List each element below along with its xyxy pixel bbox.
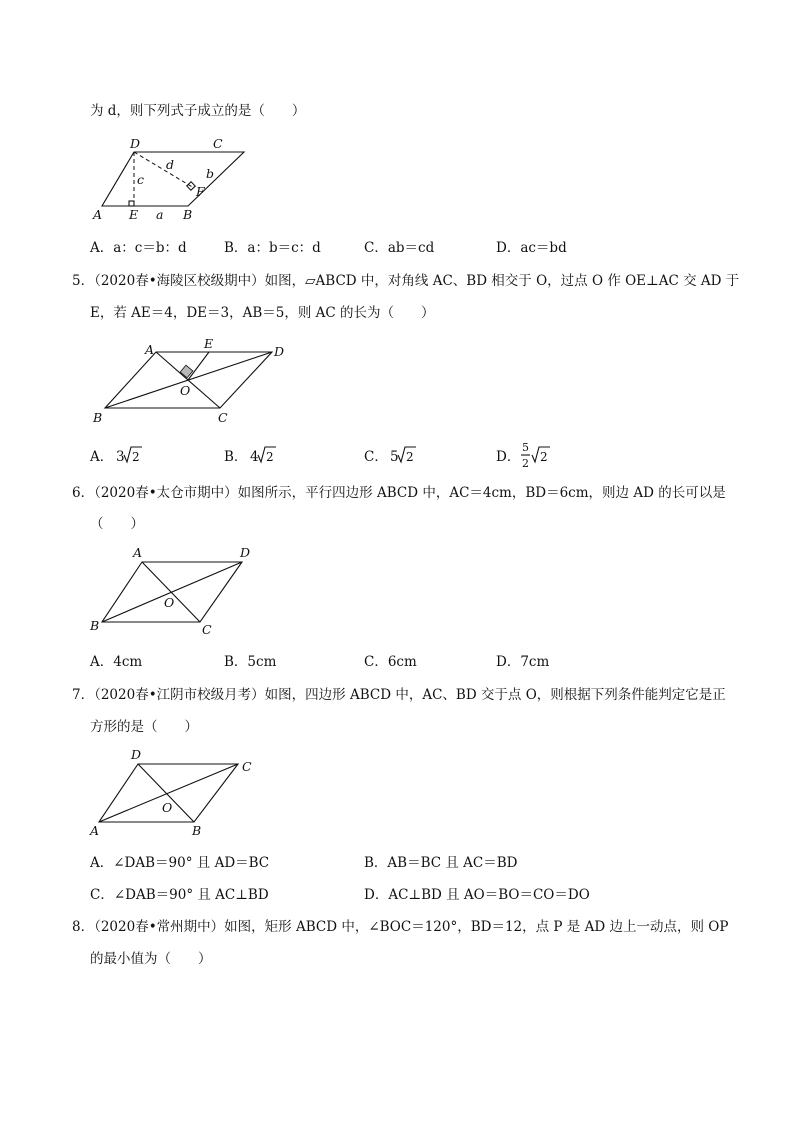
q6-option-b[interactable]: B．5cm [224, 654, 277, 670]
q7-label-d: D [131, 747, 142, 762]
q4-label-d: D [130, 136, 141, 151]
q5-label-e: E [204, 336, 214, 351]
q4-label-b: b [206, 166, 215, 181]
q5-label-b: B [93, 410, 103, 425]
q4-label-cc: c [137, 172, 145, 187]
q5-label-c: C [218, 410, 228, 425]
q7-label-b: B [192, 823, 202, 838]
q7-label-o: O [162, 800, 173, 815]
q7-option-d[interactable]: D．AC⊥BD 且 AO＝BO＝CO＝DO [364, 887, 590, 903]
svg-text:2: 2 [540, 450, 548, 464]
svg-text:5: 5 [522, 441, 529, 454]
svg-text:2: 2 [266, 450, 274, 464]
q6-label-d: D [240, 545, 251, 560]
q4-label-bb: B [183, 207, 193, 222]
q5-label-d: D [274, 344, 285, 359]
q4-option-c[interactable]: C．ab＝cd [364, 240, 435, 256]
q7-stem-line1: 7．（2020春•江阴市校级月考）如图，四边形 ABCD 中，AC、BD 交于点 O，则根据下列条件能判定它是正 [72, 687, 726, 703]
q7-stem-line2: 方形的是（ ） [90, 719, 198, 735]
q5-label-a: A [145, 342, 155, 357]
svg-text:3: 3 [116, 449, 125, 465]
svg-text:2: 2 [132, 450, 140, 464]
q4-label-aa: a [156, 207, 164, 222]
q4-label-dd: d [166, 157, 175, 172]
q7-label-c: C [242, 759, 252, 774]
q6-label-a: A [133, 545, 143, 560]
q4-stem-tail: 为 d，则下列式子成立的是（ ） [90, 103, 306, 119]
q6-label-o: O [164, 595, 175, 610]
q4-option-a[interactable]: A．a：c＝b：d [90, 240, 187, 256]
q5-stem-line1: 5．（2020春•海陵区校级期中）如图，▱ABCD 中，对角线 AC、BD 相交于 O，过点 O 作 OE⊥AC 交 AD 于 [72, 273, 740, 289]
q4-label-e: E [129, 207, 139, 222]
svg-text:2: 2 [406, 450, 414, 464]
q4-option-d[interactable]: D．ac＝bd [496, 240, 567, 256]
q6-option-d[interactable]: D．7cm [496, 654, 550, 670]
q6-option-c[interactable]: C．6cm [364, 654, 417, 670]
q4-label-c: C [213, 136, 223, 151]
svg-text:4: 4 [250, 449, 259, 465]
q8-stem-line1: 8．（2020春•常州期中）如图，矩形 ABCD 中，∠BOC＝120°，BD＝12，点 P 是 AD 边上一动点，则 OP [72, 919, 729, 935]
q6-label-c: C [202, 622, 212, 637]
q4-label-a: A [93, 207, 103, 222]
q7-option-a[interactable]: A．∠DAB＝90° 且 AD＝BC [90, 855, 270, 871]
q7-label-a: A [90, 823, 100, 838]
q6-option-a[interactable]: A．4cm [90, 654, 143, 670]
q5-stem-line2: E，若 AE＝4，DE＝3，AB＝5，则 AC 的长为（ ） [90, 305, 435, 321]
q5-label-o: O [180, 383, 191, 398]
q6-stem-line1: 6．（2020春•太仓市期中）如图所示，平行四边形 ABCD 中，AC＝4cm，BD＝6cm，则边 AD 的长可以是 [72, 485, 726, 501]
svg-text:B．: B． [224, 449, 248, 465]
q4-label-f: F [196, 184, 205, 199]
q8-stem-line2: 的最小值为（ ） [90, 951, 212, 967]
svg-text:C．: C． [364, 449, 388, 465]
svg-text:A．: A． [90, 449, 114, 465]
svg-text:D．: D． [496, 449, 521, 465]
q6-label-b: B [90, 618, 100, 633]
q7-option-b[interactable]: B．AB＝BC 且 AC＝BD [364, 855, 518, 871]
q6-stem-line2: （ ） [90, 516, 144, 532]
svg-text:5: 5 [390, 449, 399, 465]
q7-option-c[interactable]: C．∠DAB＝90° 且 AC⊥BD [90, 887, 269, 903]
q4-option-b[interactable]: B．a：b＝c：d [224, 240, 321, 256]
svg-text:2: 2 [522, 457, 529, 470]
